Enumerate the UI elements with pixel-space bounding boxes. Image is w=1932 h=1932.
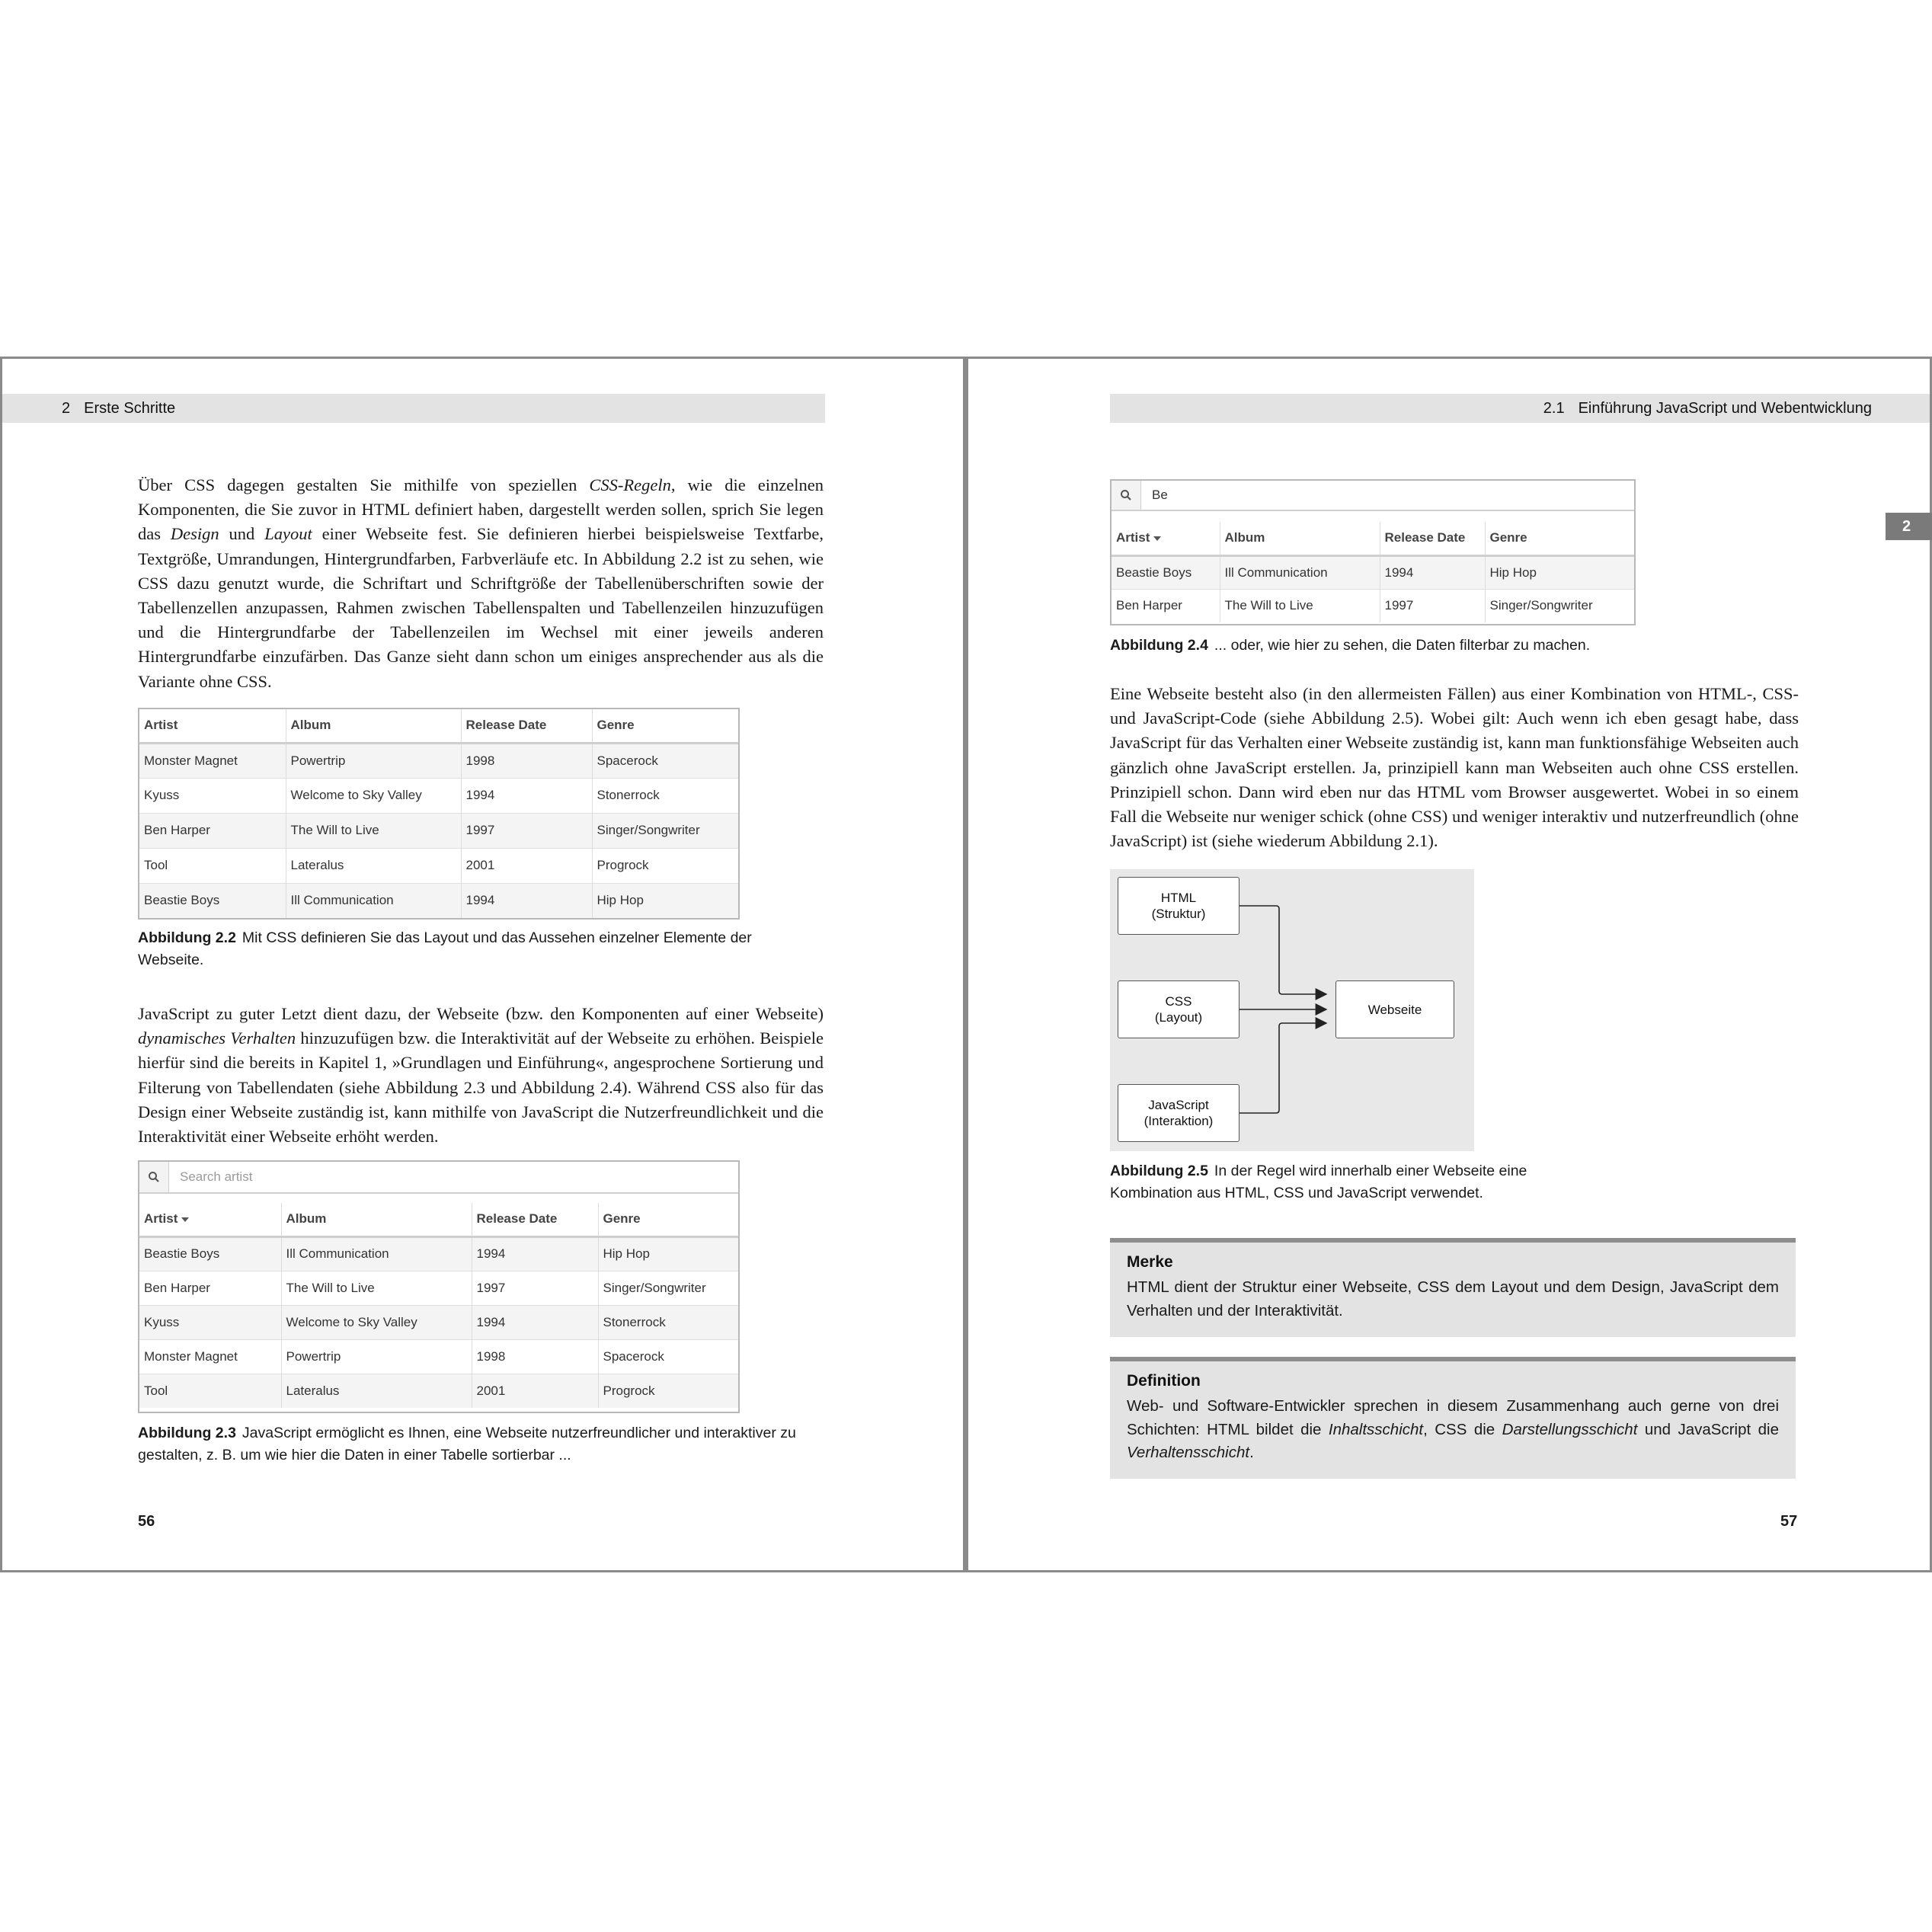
table-cell: Hip Hop: [1485, 555, 1634, 589]
table-cell: Welcome to Sky Valley: [286, 778, 461, 813]
figure-2-4-table: [1110, 479, 1636, 625]
section-number: 2.1: [1543, 400, 1565, 417]
sort-caret-icon: [1153, 536, 1161, 541]
caption-text: Mit CSS definieren Sie das Layout und das Aussehen einzelner Elemente der Webseite.: [138, 929, 752, 968]
html-box: HTML (Struktur): [1118, 877, 1239, 935]
definition-title: Definition: [1127, 1372, 1201, 1390]
table-cell: 1997: [1380, 589, 1485, 622]
figure-2-4-caption: [1110, 635, 1796, 657]
emphasis: Darstellungsschicht: [1502, 1420, 1638, 1438]
table-cell: Monster Magnet: [139, 743, 286, 778]
table-cell: Welcome to Sky Valley: [281, 1305, 472, 1339]
table-cell: Tool: [139, 1374, 281, 1408]
text-run: einer Webseite fest. Sie definieren hierbei beispielsweise Textfarbe, Textgröße, Umrandungen, Hintergrundfarben, Farbverläufe etc. In Abbildung 2.2 ist zu sehen, wie CSS dazu genutzt wurde, die Schriftart und Schriftgröße der Tabellenüberschriften sowie der Tabellenzellen anzupassen, Rahmen zwischen Tabellenspalten und Tabellenzeilen hinzuzufügen und die Hintergrundfarbe der Tabellenzeilen im Wechsel mit einer jeweils anderen Hintergrundfarbe einzufärben. Das Ganze sieht dann schon um einiges ansprechender aus als die Variante ohne CSS.: [138, 524, 824, 691]
text-run: und: [219, 524, 265, 544]
table-cell: 1997: [461, 813, 592, 848]
search-bar[interactable]: [139, 1162, 738, 1194]
table-cell: 1994: [472, 1236, 598, 1271]
text-run: , CSS die: [1423, 1420, 1502, 1438]
table-cell: Stonerrock: [592, 778, 738, 813]
column-header: Genre: [592, 709, 738, 743]
caption-text: In der Regel wird innerhalb einer Webseite eine Kombination aus HTML, CSS und JavaScript verwendet.: [1110, 1163, 1527, 1201]
figure-2-3-caption: [138, 1422, 824, 1467]
table-cell: 1998: [472, 1339, 598, 1374]
table-row: [1112, 555, 1634, 589]
table-cell: Singer/Songwriter: [1485, 589, 1634, 622]
table-cell: Stonerrock: [598, 1305, 738, 1339]
table-cell: Progrock: [592, 848, 738, 883]
figure-2-5-diagram: [1110, 869, 1474, 1151]
column-header: Release Date: [461, 709, 592, 743]
definition-box: [1110, 1357, 1796, 1479]
table-row: [139, 1305, 738, 1339]
search-input[interactable]: Search artist: [180, 1169, 253, 1184]
table-cell: Ben Harper: [139, 813, 286, 848]
running-head-right: [1110, 394, 1930, 423]
table-cell: Ill Communication: [281, 1236, 472, 1271]
sort-caret-icon: [181, 1217, 189, 1222]
search-input[interactable]: Be: [1152, 488, 1168, 502]
emphasis: Design: [170, 524, 219, 544]
text-run: Eine Webseite besteht also (in den allermeisten Fällen) aus einer Kombination von HTML-, CSS- und JavaScript-Code (siehe Abbildung 2.5). Wobei gilt: Auch wenn ich eben gesagt habe, dass JavaScript für das Verhalten einer Webseite zuständig ist, kann man funktionsfähige Webseiten auch gänzlich ohne JavaScript erstellen. Ja, prinzipiell kann man Webseiten auch ohne CSS erstellen. Prinzipiell schon. Dann wird eben nur das HTML vom Browser ausgewertet. Wobei in so einem Fall die Webseite nur weniger schick (ohne CSS) und weniger interaktiv und nutzerfreundlich (ohne JavaScript) ist (siehe wiederum Abbildung 2.1).: [1110, 684, 1799, 851]
table-cell: The Will to Live: [286, 813, 461, 848]
search-icon: [148, 1171, 160, 1183]
column-header-sortable[interactable]: [139, 1203, 281, 1236]
right-page: [966, 357, 1932, 1572]
text-run: Web- und Software-Entwickler sprechen in diesem Zusammenhang auch gerne von drei Schichten: HTML bildet die: [1127, 1397, 1779, 1438]
table-cell: Tool: [139, 848, 286, 883]
caption-label: Abbildung 2.3: [138, 1425, 236, 1441]
figure-2-5-caption: [1110, 1160, 1559, 1204]
table-cell: Ben Harper: [1112, 589, 1220, 622]
definition-text: [1127, 1395, 1779, 1465]
header-label: Artist: [1116, 530, 1150, 545]
chapter-number: 2: [62, 400, 71, 417]
page-number-right: 57: [1780, 1513, 1798, 1530]
search-bar[interactable]: [1112, 481, 1634, 511]
table-cell: 1994: [472, 1305, 598, 1339]
page-number-left: 56: [138, 1513, 155, 1530]
table-cell: 2001: [472, 1374, 598, 1408]
table-cell: Monster Magnet: [139, 1339, 281, 1374]
table-cell: Beastie Boys: [139, 883, 286, 918]
left-page: [0, 357, 966, 1572]
table-cell: Singer/Songwriter: [598, 1271, 738, 1305]
emphasis: CSS-Regeln: [589, 475, 671, 494]
table-cell: Spacerock: [598, 1339, 738, 1374]
text-run: und JavaScript die: [1637, 1420, 1779, 1438]
table-row: [139, 1236, 738, 1271]
column-header: Genre: [598, 1203, 738, 1236]
table-cell: Lateralus: [286, 848, 461, 883]
column-header: Genre: [1485, 522, 1634, 555]
running-head-left: [2, 394, 825, 423]
column-header: Release Date: [472, 1203, 598, 1236]
table-cell: Ill Communication: [286, 883, 461, 918]
webseite-box: Webseite: [1335, 980, 1454, 1038]
table-cell: Lateralus: [281, 1374, 472, 1408]
search-button[interactable]: [1112, 481, 1141, 510]
caption-text: JavaScript ermöglicht es Ihnen, eine Webseite nutzerfreundlicher und interaktiver zu gestalten, z. B. um wie hier die Daten in einer Tabelle sortierbar ...: [138, 1425, 796, 1463]
table-cell: Kyuss: [139, 778, 286, 813]
table-cell: Beastie Boys: [139, 1236, 281, 1271]
chapter-title: Erste Schritte: [84, 400, 176, 417]
figure-2-2-table: [138, 708, 740, 920]
caption-text: ... oder, wie hier zu sehen, die Daten filterbar zu machen.: [1214, 637, 1591, 654]
left-paragraph-1: [138, 473, 824, 694]
table-cell: 2001: [461, 848, 592, 883]
left-paragraph-2: [138, 1002, 824, 1149]
table-cell: Progrock: [598, 1374, 738, 1408]
figure-2-2-caption: [138, 927, 763, 971]
table-row: [139, 883, 738, 918]
css-box: CSS (Layout): [1118, 980, 1239, 1038]
table-cell: Hip Hop: [598, 1236, 738, 1271]
emphasis: Layout: [264, 524, 312, 544]
column-header: Album: [281, 1203, 472, 1236]
table-cell: 1994: [461, 778, 592, 813]
javascript-box: JavaScript (Interaktion): [1118, 1084, 1239, 1142]
table-cell: Ben Harper: [139, 1271, 281, 1305]
search-button[interactable]: [139, 1162, 169, 1192]
merke-text: HTML dient der Struktur einer Webseite, CSS dem Layout und dem Design, JavaScript dem Verhalten und der Interaktivität.: [1127, 1278, 1779, 1319]
section-title: Einführung JavaScript und Webentwicklung: [1578, 400, 1872, 417]
table-cell: 1994: [461, 883, 592, 918]
chapter-thumb-tab: 2: [1886, 513, 1932, 540]
text-run: hinzuzufügen bzw. die Interaktivität auf der Webseite zu erhöhen. Beispiele hierfür sind die bereits in Kapitel 1, »Grundlagen und Einführung«, angesprochene Sortierung und Filterung von Tabellendaten (siehe Abbildung 2.3 und Abbildung 2.4). Während CSS also für das Design einer Webseite zuständig ist, kann mithilfe von JavaScript die Nutzerfreundlichkeit und die Interaktivität einer Webseite erhöht werden.: [138, 1028, 824, 1147]
merke-title: Merke: [1127, 1253, 1173, 1271]
header-label: Artist: [144, 1211, 178, 1227]
table-row: [1112, 589, 1634, 622]
table-row: [139, 743, 738, 778]
caption-label: Abbildung 2.2: [138, 929, 236, 946]
table-cell: Kyuss: [139, 1305, 281, 1339]
table-row: [139, 848, 738, 883]
caption-label: Abbildung 2.4: [1110, 637, 1208, 654]
caption-label: Abbildung 2.5: [1110, 1163, 1208, 1179]
table-cell: Hip Hop: [592, 883, 738, 918]
text-run: JavaScript zu guter Letzt dient dazu, der Webseite (bzw. den Komponenten auf einer Webseite): [138, 1004, 824, 1023]
column-header-sortable[interactable]: [1112, 522, 1220, 555]
table-cell: Powertrip: [281, 1339, 472, 1374]
table-cell: Singer/Songwriter: [592, 813, 738, 848]
table-cell: Spacerock: [592, 743, 738, 778]
search-icon: [1120, 489, 1132, 501]
table-cell: Powertrip: [286, 743, 461, 778]
figure-2-3-table: [138, 1160, 740, 1413]
table-cell: Beastie Boys: [1112, 555, 1220, 589]
column-header: Artist: [139, 709, 286, 743]
text-run: .: [1249, 1444, 1254, 1461]
html-connector: [1232, 906, 1326, 994]
right-paragraph-1: [1110, 682, 1799, 853]
table-cell: 1998: [461, 743, 592, 778]
emphasis: Verhaltensschicht: [1127, 1444, 1250, 1461]
table-cell: The Will to Live: [1220, 589, 1380, 622]
book-spread: [0, 357, 1932, 1575]
column-header: Release Date: [1380, 522, 1485, 555]
table-cell: 1994: [1380, 555, 1485, 589]
table-row: [139, 813, 738, 848]
js-connector: [1232, 1023, 1326, 1113]
table-cell: The Will to Live: [281, 1271, 472, 1305]
table-cell: Ill Communication: [1220, 555, 1380, 589]
emphasis: dynamisches Verhalten: [138, 1028, 296, 1048]
table-row: [139, 1339, 738, 1374]
emphasis: Inhaltsschicht: [1328, 1420, 1424, 1438]
merke-box: [1110, 1238, 1796, 1337]
text-run: , wie die einzelnen Komponenten, die Sie zuvor in HTML definiert haben, dargestellt werden sollen, sprich Sie legen das: [138, 475, 824, 544]
table-row: [139, 1271, 738, 1305]
text-run: Über CSS dagegen gestalten Sie mithilfe von speziellen: [138, 475, 590, 494]
table-cell: 1997: [472, 1271, 598, 1305]
column-header: Album: [286, 709, 461, 743]
table-row: [139, 778, 738, 813]
column-header: Album: [1220, 522, 1380, 555]
table-row: [139, 1374, 738, 1408]
